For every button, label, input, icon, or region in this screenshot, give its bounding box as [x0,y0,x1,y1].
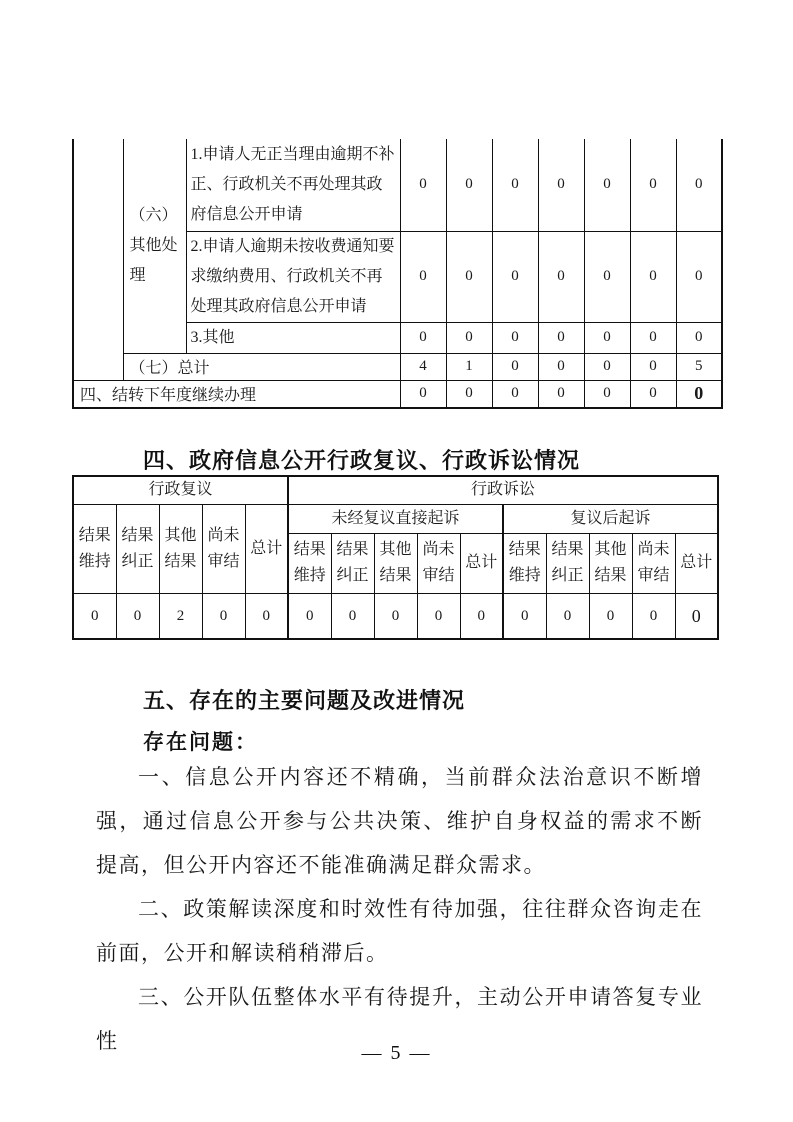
body-paragraph: 一、信息公开内容还不精确，当前群众法治意识不断增强，通过信息公开参与公共决策、维护自身权益的需求不断提高，但公开内容还不能准确满足群众需求。 [96,765,703,877]
column-header-cell: 结果纠正 [331,533,374,593]
value-cell: 0 [538,322,584,353]
value-cell: 0 [676,380,722,408]
column-header-cell: 结果纠正 [116,504,159,593]
value-cell: 4 [400,353,446,380]
column-header-cell: 总计 [245,504,288,593]
group-header-litigation: 行政诉讼 [288,476,718,504]
column-header-cell: 结果维持 [73,504,116,593]
value-cell: 0 [538,380,584,408]
body-paragraph: 二、政策解读深度和时效性有待加强，往往群众咨询走在前面，公开和解读稍稍滞后。 [96,897,703,965]
value-cell: 0 [446,380,492,408]
section-five-title: 五、存在的主要问题及改进情况 [143,688,466,713]
column-header-cell: 结果维持 [288,533,331,593]
value-cell: 0 [584,139,630,231]
carryover-row-label: 四、结转下年度继续办理 [73,380,400,408]
value-cell: 0 [492,353,538,380]
subgroup-header-after-review-suit: 复议后起诉 [503,504,718,533]
column-header-cell: 其他结果 [374,533,417,593]
continued-section-cell [73,139,123,380]
column-header-cell: 尚未审结 [202,504,245,593]
column-header-cell: 总计 [675,533,718,593]
value-cell: 0 [116,593,159,639]
value-cell: 0 [400,322,446,353]
value-cell: 0 [503,593,546,639]
value-cell: 0 [400,139,446,231]
value-cell: 0 [630,231,676,322]
column-header-cell: 尚未审结 [632,533,675,593]
column-header-cell: 其他结果 [589,533,632,593]
column-header-cell: 总计 [460,533,503,593]
description-cell: 2.申请人逾期未按收费通知要求缴纳费用、行政机关不再处理其政府信息公开申请 [186,231,400,322]
value-cell: 0 [538,353,584,380]
value-cell: 0 [417,593,460,639]
value-cell: 0 [632,593,675,639]
value-cell: 0 [584,322,630,353]
value-cell: 0 [492,231,538,322]
value-cell: 0 [584,231,630,322]
value-cell: 0 [676,322,722,353]
problems-heading: 存在问题： [143,730,258,754]
column-header-cell: 其他结果 [159,504,202,593]
review-litigation-table [72,475,719,640]
value-cell: 0 [460,593,503,639]
column-header-cell: 结果纠正 [546,533,589,593]
value-cell: 0 [584,353,630,380]
total-row-label: （七）总计 [123,353,400,380]
value-cell: 0 [630,322,676,353]
value-cell: 0 [400,380,446,408]
value-cell: 0 [400,231,446,322]
value-cell: 0 [675,593,718,639]
page-number: — 5 — [361,1042,432,1064]
value-cell: 0 [676,139,722,231]
problems-body [96,755,703,1063]
value-cell: 0 [446,231,492,322]
value-cell: 0 [73,593,116,639]
value-cell: 0 [630,380,676,408]
value-cell: 0 [538,231,584,322]
column-header-cell: 结果维持 [503,533,546,593]
value-cell: 0 [492,139,538,231]
group-label-cell: （六）其他处理 [123,139,186,353]
value-cell: 0 [288,593,331,639]
value-cell: 0 [446,139,492,231]
value-cell: 0 [630,139,676,231]
column-header-cell: 尚未审结 [417,533,460,593]
value-cell: 0 [589,593,632,639]
value-cell: 0 [538,139,584,231]
value-cell: 0 [630,353,676,380]
value-cell: 5 [676,353,722,380]
description-cell: 1.申请人无正当理由逾期不补正、行政机关不再处理其政府信息公开申请 [186,139,400,231]
value-cell: 0 [374,593,417,639]
body-paragraph: 三、公开队伍整体水平有待提升，主动公开申请答复专业性 [96,985,703,1053]
value-cell: 0 [492,380,538,408]
value-cell: 0 [446,322,492,353]
section-four-title: 四、政府信息公开行政复议、行政诉讼情况 [143,448,581,473]
carryover-table [72,139,723,409]
value-cell: 0 [584,380,630,408]
value-cell: 0 [245,593,288,639]
description-cell: 3.其他 [186,322,400,353]
value-cell: 0 [546,593,589,639]
value-cell: 0 [492,322,538,353]
value-cell: 2 [159,593,202,639]
value-cell: 1 [446,353,492,380]
subgroup-header-direct-suit: 未经复议直接起诉 [288,504,503,533]
value-cell: 0 [202,593,245,639]
value-cell: 0 [331,593,374,639]
value-cell: 0 [676,231,722,322]
group-header-review: 行政复议 [73,476,288,504]
